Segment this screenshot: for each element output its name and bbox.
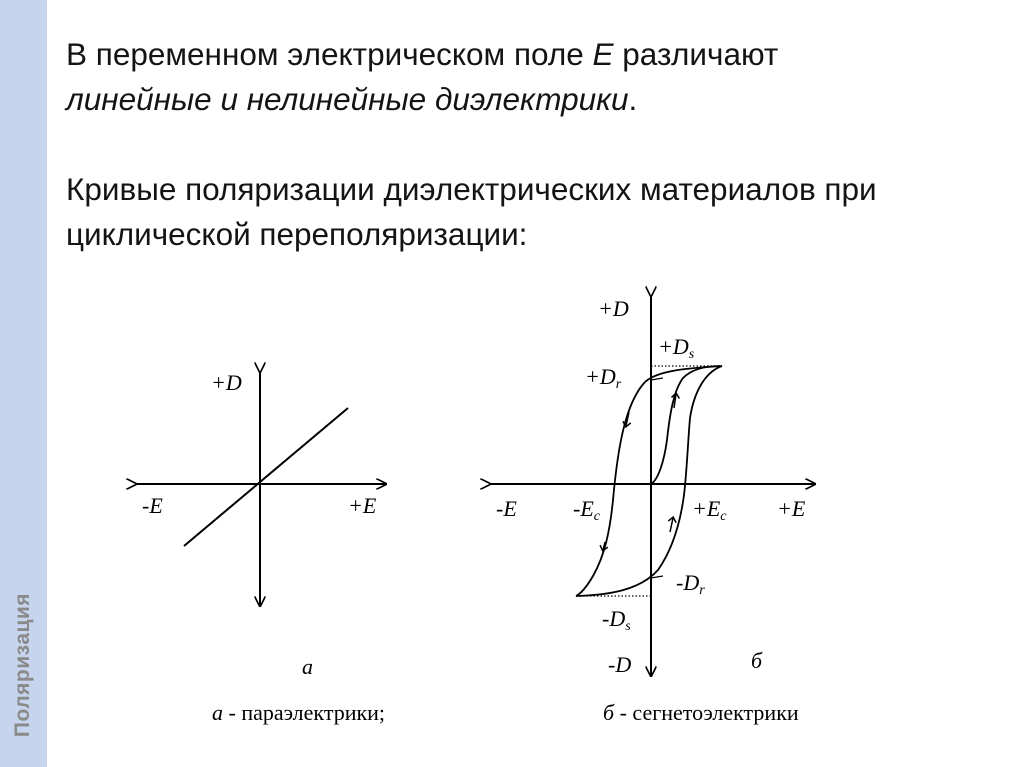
figure-b-plus-d-label: +D — [598, 296, 629, 321]
hysteresis-descending-branch — [576, 366, 722, 596]
plus-ec-label: +Ec — [692, 496, 727, 524]
intro-line2-end: . — [628, 81, 638, 117]
caption-b: б - сегнетоэлектрики — [603, 700, 799, 725]
figure-a-minus-e-label: -E — [142, 493, 163, 518]
arrow-ascending — [670, 518, 673, 532]
figure-b-hysteresis — [490, 296, 815, 677]
plus-ds-label: +Ds — [658, 334, 695, 362]
figure-b-letter: б — [751, 648, 763, 673]
hysteresis-ascending-branch — [576, 366, 722, 596]
figure-b-minus-d-label: -D — [608, 652, 632, 677]
minus-ds-label: -Ds — [602, 606, 631, 634]
figure-a-linear — [136, 370, 386, 679]
intro-line2-italic: линейные и нелинейные диэлектрики — [66, 81, 629, 117]
initial-polarization-curve — [651, 366, 720, 484]
intro-line1-suffix: различают — [613, 36, 779, 72]
figure-b-plus-e-label: +E — [777, 496, 806, 521]
intro-line1-prefix: В переменном электрическом поле — [66, 36, 593, 72]
caption-a: а - параэлектрики; — [212, 700, 386, 725]
tick-plus-dr — [651, 378, 663, 380]
figure-b-minus-e-label: -E — [496, 496, 517, 521]
intro-line1-variable: E — [592, 36, 614, 72]
tick-minus-dr — [651, 576, 663, 578]
plus-dr-label: +Dr — [585, 364, 622, 392]
figure-a-letter: а — [302, 654, 313, 679]
minus-ec-label: -Ec — [573, 496, 600, 524]
figure-a-plus-d-label: +D — [211, 370, 242, 395]
curves-paragraph: Кривые поляризации диэлектрических материалов при циклической переполяризации: — [66, 171, 877, 252]
figure-a-plus-e-label: +E — [348, 493, 377, 518]
sidebar-title: Поляризация — [11, 592, 34, 738]
figure-a-linear-line — [184, 408, 348, 546]
minus-dr-label: -Dr — [676, 570, 705, 598]
